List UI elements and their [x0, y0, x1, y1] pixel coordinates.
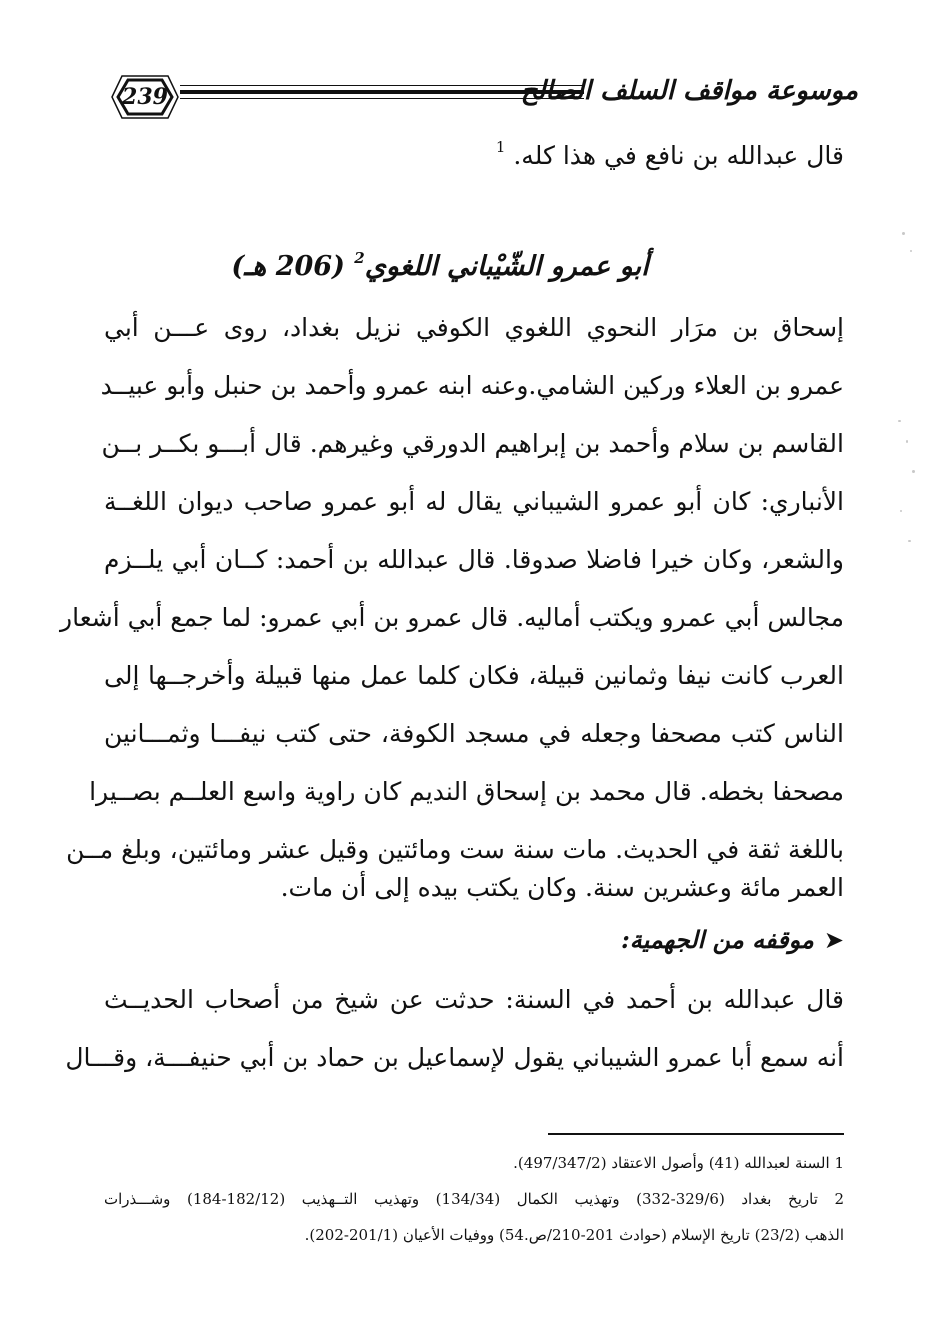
footnote — [104, 1148, 844, 1178]
series-title: موسوعة مواقف السلف الصالح — [520, 76, 858, 106]
subheading-text: موقفه من الجهمية: — [620, 925, 814, 954]
footnote-ref-1: 1 — [495, 138, 506, 156]
footnote-separator — [548, 1133, 844, 1135]
section-title-date: (206 هـ) — [231, 251, 345, 282]
bio-line: الأنباري: كان أبو عمرو الشيباني يقال له أبو عمرو صاحب ديوان اللغــة — [104, 487, 844, 516]
page-number-badge — [108, 72, 182, 122]
section-title — [230, 242, 650, 295]
footnote-continuation — [104, 1220, 844, 1250]
footnote — [104, 1184, 844, 1214]
footnote-number: 1 — [834, 1154, 844, 1172]
footnote-text: الذهب (23/2) تاريخ الإسلام (حوادث 201-210/ص.54) ووفيات الأعيان (201/1-202). — [304, 1226, 844, 1244]
bio-line: مجالس أبي عمرو ويكتب أماليه. قال عمرو بن أبي عمرو: لما جمع أبي أشعار — [60, 603, 844, 632]
bio-line: الناس كتب مصحفا وجعله في مسجد الكوفة، حتى كتب نيفـــا وثمـــانين — [104, 719, 844, 748]
intro-text: قال عبدالله بن نافع في هذا كله. — [513, 141, 844, 170]
bio-line: باللغة ثقة في الحديث. مات سنة ست ومائتين وقيل عشر ومائتين، وبلغ مــن — [66, 835, 844, 864]
bio-line: العرب كانت نيفا وثمانين قبيلة، فكان كلما عمل منها قبيلة وأخرجــها إلى — [104, 661, 844, 690]
footnote-number: 2 — [834, 1190, 844, 1208]
footnote-ref-2: 2 — [354, 249, 365, 267]
stance-line: أنه سمع أبا عمرو الشيباني يقول لإسماعيل بن حماد بن أبي حنيفـــة، وقـــال — [65, 1043, 844, 1072]
footnote-text: تاريخ بغداد (329/6-332) وتهذيب الكمال (134/34) وتهذيب التــهذيب (182/12-184) وشـــذرات — [104, 1190, 818, 1208]
bio-line: والشعر، وكان خيرا فاضلا صدوقا. قال عبدالله بن أحمد: كــان أبي يلــزم — [104, 545, 844, 574]
page-header — [0, 0, 926, 130]
intro-line — [104, 136, 844, 179]
stance-line: قال عبدالله بن أحمد في السنة: حدثت عن شيخ من أصحاب الحديــث — [104, 985, 844, 1014]
bio-line: عمرو بن العلاء وركين الشامي.وعنه ابنه عمرو وأحمد بن حنبل وأبو عبيــد — [100, 371, 844, 400]
bio-line: العمر مائة وعشرين سنة. وكان يكتب بيده إلى أن مات. — [280, 873, 844, 902]
page-number: 239 — [122, 84, 168, 110]
subheading — [400, 920, 844, 960]
bio-line: القاسم بن سلام وأحمد بن إبراهيم الدورقي وغيرهم. قال أبـــو بكــر بــن — [101, 429, 844, 458]
bio-line: مصحفا بخطه. قال محمد بن إسحاق النديم كان راوية واسع العلــم بصــيرا — [89, 777, 844, 806]
arrow-bullet-icon: ➤ — [823, 926, 844, 954]
section-title-text: أبو عمرو الشّيْباني اللغوي — [364, 251, 649, 282]
bio-line: إسحاق بن مرَار النحوي اللغوي الكوفي نزيل بغداد، روى عـــن أبي — [104, 313, 844, 342]
footnote-text: السنة لعبدالله (41) وأصول الاعتقاد (497/347/2). — [513, 1154, 830, 1172]
